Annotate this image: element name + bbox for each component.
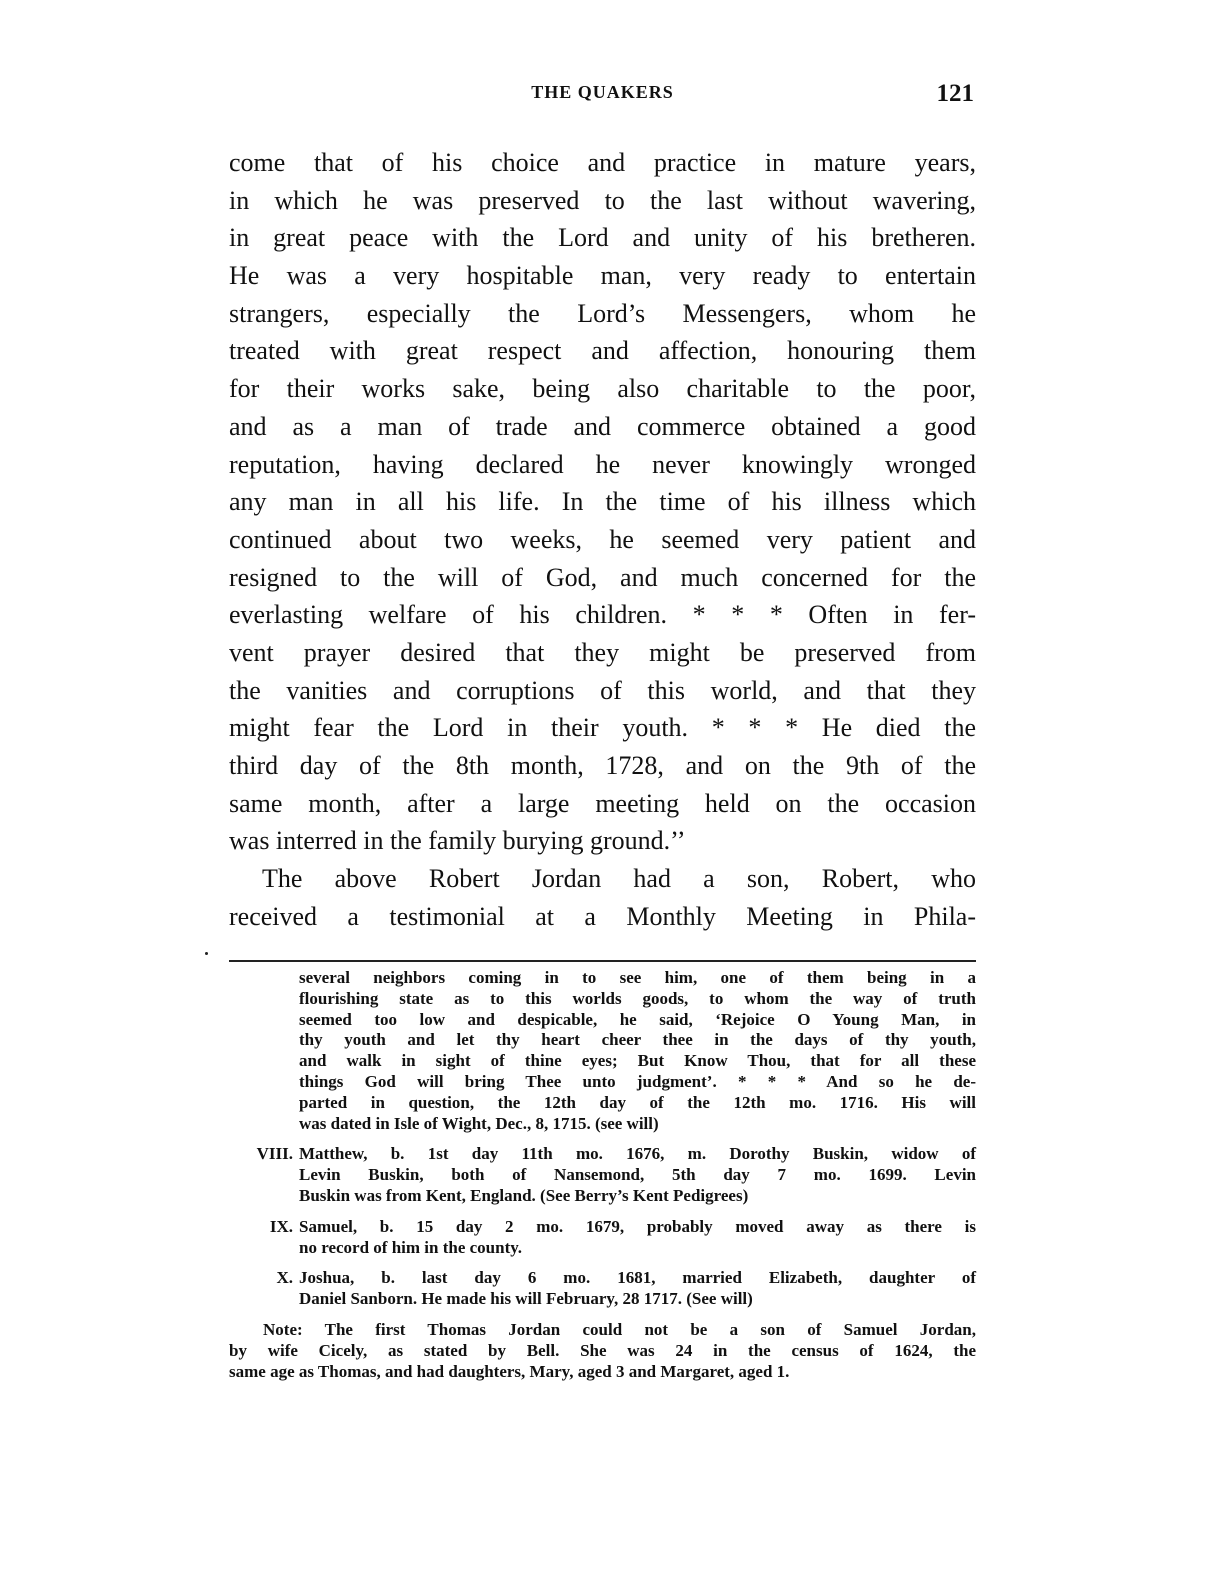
footnote-line: Joshua, b. last day 6 mo. 1681, married Elizabeth, daughter of	[299, 1268, 976, 1288]
text-line: The above Robert Jordan had a son, Robert, who	[262, 864, 976, 894]
text-line: He was a very hospitable man, very ready to entertain	[229, 261, 976, 291]
footnote-line: Buskin was from Kent, England. (See Berry’s Kent Pedigrees)	[299, 1185, 749, 1205]
footnote-entry-x	[229, 1268, 976, 1310]
footnote-line: Levin Buskin, both of Nansemond, 5th day 7 mo. 1699. Levin	[299, 1165, 976, 1185]
text-line: vent prayer desired that they might be preserved from	[229, 637, 976, 667]
text-line: and as a man of trade and commerce obtained a good	[229, 411, 976, 441]
footnote-line: flourishing state as to this worlds goods, to whom the way of truth	[299, 988, 976, 1008]
footnotes	[229, 968, 976, 1382]
text-line: in great peace with the Lord and unity of his bretheren.	[229, 223, 976, 253]
footnote-entry-ix	[229, 1217, 976, 1259]
text-line: everlasting welfare of his children. * * * Often in fer-	[229, 600, 976, 630]
footnote-line: seemed too low and despicable, he said, ‘Rejoice O Young Man, in	[299, 1009, 976, 1029]
footnote-line: by wife Cicely, as stated by Bell. She was 24 in the census of 1624, the	[229, 1340, 976, 1360]
text-line: the vanities and corruptions of this world, and that they	[229, 675, 976, 705]
text-line: might fear the Lord in their youth. * * * He died the	[229, 713, 976, 743]
footnote-line: Samuel, b. 15 day 2 mo. 1679, probably moved away as there is	[299, 1216, 976, 1236]
running-head	[229, 80, 976, 114]
footnote-note	[229, 1320, 976, 1382]
text-line: continued about two weeks, he seemed very patient and	[229, 524, 976, 554]
footnote-line: things God will bring Thee unto judgment’. * * * And so he de-	[299, 1071, 976, 1091]
entry-numeral: IX.	[269, 1216, 293, 1236]
footnote-line: and walk in sight of thine eyes; But Know Thou, that for all these	[299, 1051, 976, 1071]
text-line: third day of the 8th month, 1728, and on the 9th of the	[229, 751, 976, 780]
page-number: 121	[936, 80, 974, 107]
text-line: any man in all his life. In the time of his illness which	[229, 487, 976, 517]
text-line: strangers, especially the Lord’s Messengers, whom he	[229, 298, 976, 328]
footnote-line: no record of him in the county.	[299, 1237, 523, 1257]
footnote-line: was dated in Isle of Wight, Dec., 8, 1715. (see will)	[299, 1113, 659, 1133]
footnote-line: thy youth and let thy heart cheer thee in the days of thy youth,	[299, 1030, 976, 1050]
entry-numeral: VIII.	[256, 1144, 293, 1164]
text-line: come that of his choice and practice in mature years,	[229, 148, 976, 177]
text-line: in which he was preserved to the last without wavering,	[229, 185, 976, 215]
footnote-continuation	[229, 968, 976, 1134]
footnote-line: same age as Thomas, and had daughters, Mary, aged 3 and Margaret, aged 1.	[229, 1361, 790, 1381]
footnote-line: Matthew, b. 1st day 11th mo. 1676, m. Dorothy Buskin, widow of	[299, 1144, 976, 1164]
footnote-rule	[229, 960, 976, 962]
footnote-entry-viii	[229, 1144, 976, 1206]
text-line: received a testimonial at a Monthly Meeting in Phila-	[229, 901, 976, 931]
text-line: for their works sake, being also charitable to the poor,	[229, 374, 976, 404]
footnote-line: Daniel Sanborn. He made his will February, 28 1717. (See will)	[299, 1289, 753, 1309]
running-title: THE QUAKERS	[531, 82, 674, 102]
body-text	[229, 144, 976, 935]
text-line: resigned to the will of God, and much concerned for the	[229, 562, 976, 592]
text-line: reputation, having declared he never knowingly wronged	[229, 449, 976, 479]
footnote-line: parted in question, the 12th day of the 12th mo. 1716. His will	[299, 1092, 976, 1112]
footnote-line: Note: The first Thomas Jordan could not be a son of Samuel Jordan,	[263, 1319, 976, 1339]
text-line: treated with great respect and affection, honouring them	[229, 336, 976, 366]
entry-numeral: X.	[276, 1268, 293, 1288]
paragraph-robert-jordan	[229, 860, 976, 935]
footnote-line: several neighbors coming in to see him, one of them being in a	[299, 968, 976, 987]
text-line: was interred in the family burying ground.’’	[229, 826, 686, 856]
paragraph-continuation	[229, 144, 976, 860]
book-page	[229, 0, 976, 1584]
text-line: same month, after a large meeting held on the occasion	[229, 788, 976, 818]
margin-dot	[205, 952, 208, 955]
